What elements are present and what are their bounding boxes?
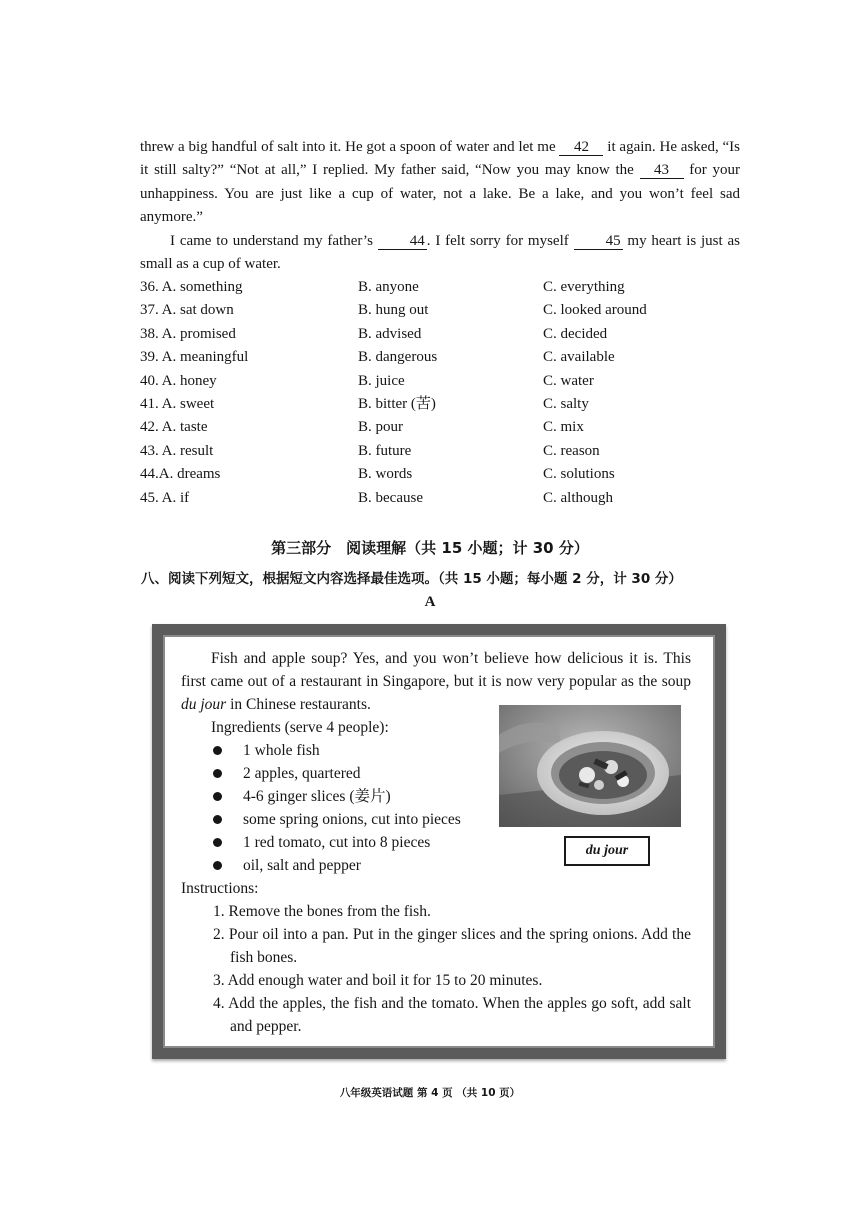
- instructions-title: Instructions:: [181, 880, 259, 897]
- ingredient-text: 4-6 ginger slices (姜片): [243, 788, 391, 805]
- option-b: B. because: [358, 489, 423, 506]
- soup-bowl-image: [499, 705, 681, 827]
- blank-45: 45: [574, 234, 623, 250]
- list-item: 2. Pour oil into a pan. Put in the ginger slices and the spring onions. Add the fish bones.: [213, 926, 691, 966]
- bullet-icon: [213, 861, 222, 870]
- recipe-board: [152, 624, 726, 1059]
- option-b: B. anyone: [358, 279, 419, 295]
- ingredient-text: 1 whole fish: [243, 742, 320, 759]
- blank-44: 44: [378, 234, 427, 250]
- passage-text: threw a big handful of salt into it. He got a spoon of water and let me: [140, 139, 556, 155]
- list-item: 4. Add the apples, the fish and the tomato. When the apples go soft, add salt and pepper.: [213, 995, 691, 1035]
- option-a: 44.A. dreams: [140, 466, 221, 483]
- passage-text: for your unhappiness. You are just like a cup of water, not a lake. Be a lake, and you won’t feel sad anymore.”: [140, 162, 740, 226]
- option-c: C. looked around: [543, 302, 647, 319]
- option-row: [140, 323, 740, 346]
- passage-text: it again. He asked, “Is it still salty?” “Not at all,” I replied. My father said, “Now you may know the: [140, 139, 741, 179]
- option-c: C. solutions: [543, 466, 615, 483]
- option-row: [140, 487, 740, 510]
- list-item: 1. Remove the bones from the fish.: [213, 903, 431, 920]
- ingredient-text: some spring onions, cut into pieces: [243, 811, 461, 828]
- ingredient-text: 1 red tomato, cut into 8 pieces: [243, 834, 431, 851]
- option-b: B. dangerous: [358, 349, 438, 366]
- option-b: B. hung out: [358, 302, 429, 319]
- option-c: C. salty: [543, 395, 589, 412]
- option-a: 38. A. promised: [140, 325, 236, 342]
- bullet-icon: [213, 746, 222, 755]
- reading-instruction: 八、阅读下列短文，根据短文内容选择最佳选项。（共 15 小题；每小题 2 分，计 30 分）: [141, 571, 682, 587]
- bullet-icon: [213, 815, 222, 824]
- option-row: [140, 393, 740, 416]
- option-c: C. mix: [543, 419, 584, 436]
- option-c: C. reason: [543, 442, 600, 459]
- cloze-passage: [140, 136, 740, 276]
- option-b: B. bitter (苦): [358, 395, 436, 412]
- blank-42: 42: [559, 140, 603, 156]
- passage-text: my heart is just as small as a cup of water.: [140, 232, 741, 273]
- option-c: C. water: [543, 372, 594, 389]
- ingredient-text: 2 apples, quartered: [243, 765, 361, 782]
- intro-text: in Chinese restaurants.: [230, 696, 371, 713]
- passage-letter: A: [424, 594, 436, 610]
- option-row: [140, 346, 740, 369]
- ingredients-title: Ingredients (serve 4 people):: [211, 719, 389, 736]
- ingredient-text: oil, salt and pepper: [243, 857, 361, 874]
- bullet-icon: [213, 769, 222, 778]
- option-a: 37. A. sat down: [140, 302, 234, 319]
- option-row: [140, 299, 740, 322]
- option-a: 43. A. result: [140, 442, 214, 459]
- option-b: B. juice: [358, 372, 405, 389]
- blank-43: 43: [640, 163, 684, 179]
- option-c: C. available: [543, 349, 615, 366]
- intro-text: Fish and apple soup? Yes, and you won’t believe how delicious it is. This first came out of a restaurant in Singapore, but it is now very popular as the soup: [181, 650, 691, 690]
- bullet-icon: [213, 838, 222, 847]
- bullet-icon: [213, 792, 222, 801]
- option-a: 40. A. honey: [140, 372, 217, 389]
- option-c: C. although: [543, 489, 613, 506]
- photo-caption: du jour: [564, 836, 650, 866]
- option-a: 36. A. something: [140, 279, 243, 295]
- option-c: C. decided: [543, 325, 608, 342]
- passage-text: . I felt sorry for myself: [426, 232, 569, 249]
- option-c: C. everything: [543, 279, 625, 295]
- option-row: [140, 416, 740, 439]
- option-b: B. pour: [358, 419, 403, 436]
- passage-text: I came to understand my father’s: [170, 232, 373, 249]
- option-a: 41. A. sweet: [140, 395, 215, 412]
- option-b: B. future: [358, 442, 412, 459]
- option-a: 39. A. meaningful: [140, 349, 249, 366]
- instructions-list: [181, 900, 691, 1038]
- option-row: [140, 440, 740, 463]
- intro-italic-term: du jour: [181, 696, 227, 713]
- option-a: 45. A. if: [140, 489, 190, 506]
- option-row: [140, 276, 740, 299]
- cloze-paragraph-1: [140, 136, 740, 230]
- option-a: 42. A. taste: [140, 419, 208, 436]
- answer-options: [140, 276, 740, 510]
- list-item: 3. Add enough water and boil it for 15 to 20 minutes.: [213, 972, 543, 989]
- section-title: 第三部分 阅读理解（共 15 小题；计 30 分）: [271, 539, 589, 557]
- page-footer: 八年级英语试题 第 4 页 （共 10 页）: [339, 1087, 521, 1099]
- option-row: [140, 463, 740, 486]
- soup-photo: [499, 705, 681, 827]
- option-row: [140, 370, 740, 393]
- option-b: B. advised: [358, 325, 422, 342]
- option-b: B. words: [358, 466, 413, 483]
- cloze-paragraph-2: [140, 230, 740, 277]
